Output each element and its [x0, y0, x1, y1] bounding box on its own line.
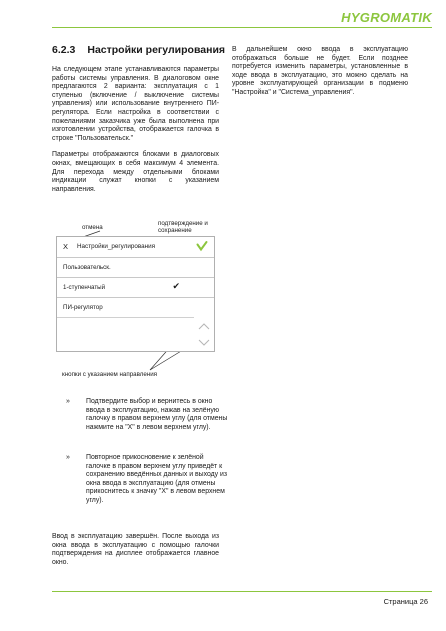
confirm-check-icon[interactable]	[196, 240, 208, 254]
selected-check-icon: ✔	[172, 281, 180, 291]
bullet-marker: »	[66, 454, 70, 461]
option-row-custom[interactable]	[57, 257, 214, 278]
chevron-up-down-icon[interactable]	[194, 317, 214, 351]
divider	[57, 317, 194, 318]
confirm-callout-label: подтверждение и сохранение	[158, 220, 208, 235]
option-row-one-stage[interactable]	[57, 277, 214, 298]
bullet-save-and-exit: Повторное прикосновение к зелёной галочке в правом верхнем углу приведёт к сохранению введённых данных и выходу из окна ввода в эксплуатацию (для отмены прикоснитесь к значку "X" в левом верхнем углу).	[86, 454, 228, 504]
brand-logo: HYGROMATIK	[341, 10, 432, 25]
bullet-confirm-selection: Подтвердите выбор и вернитесь в окно ввода в эксплуатацию, нажав на зелёную галочку в правом верхнем углу (для отмены нажмите на "X" в левом верхнем углу).	[86, 398, 228, 431]
direction-buttons-callout-label: кнопки с указанием направления	[62, 371, 157, 378]
paragraph-blocks: Параметры отображаются блоками в диалоговых окнах, вмещающих в себя максимум 4 элемента. Для перехода между отдельными блоками индикации служат кнопки с указанием направления.	[52, 151, 219, 193]
paragraph-completion: Ввод в эксплуатацию завершён. После выхода из окна ввода в эксплуатацию с помощью галочки подтверждения на дисплее отображается главное окно.	[52, 533, 219, 566]
paragraph-intro: На следующем этапе устанавливаются параметры работы системы управления. В диалоговом окне предлагаются 2 варианта: эксплуатация с 1 ступенью (включение / выключение системы управления) или использование внутреннего ПИ-регулятора. Если настройка в соответствии с пожеланиями заказчика уже была выполнена при изготовлении устройства, отображается галочка в строке "Пользовательск."	[52, 66, 219, 142]
cancel-callout-label: отмена	[82, 224, 103, 231]
dialog-header	[57, 237, 214, 258]
dialog-title: Настройки_регулирования	[77, 243, 156, 250]
bullet-marker: »	[66, 398, 70, 405]
option-label: 1-ступенчатый	[63, 284, 106, 291]
paragraph-later-changes: В дальнейшем окно ввода в эксплуатацию отображаться больше не будет. Если позднее потребуется изменить параметры, установленные в ходе ввода в эксплуатацию, это можно сделать на уровне эксплуатирующей организации в подменю "Настройка" и "Система_управления".	[232, 46, 408, 96]
option-label: ПИ-регулятор	[63, 304, 103, 311]
option-row-pi-controller[interactable]	[57, 297, 214, 317]
page-number: Страница 26	[383, 597, 428, 606]
close-icon[interactable]: X	[63, 242, 69, 251]
section-number: 6.2.3	[52, 44, 76, 56]
footer-divider	[52, 591, 432, 592]
settings-dialog	[56, 236, 215, 352]
scroll-buttons	[194, 317, 214, 351]
option-label: Пользовательск.	[63, 264, 111, 271]
section-title-text: Настройки регулирования	[87, 44, 226, 56]
